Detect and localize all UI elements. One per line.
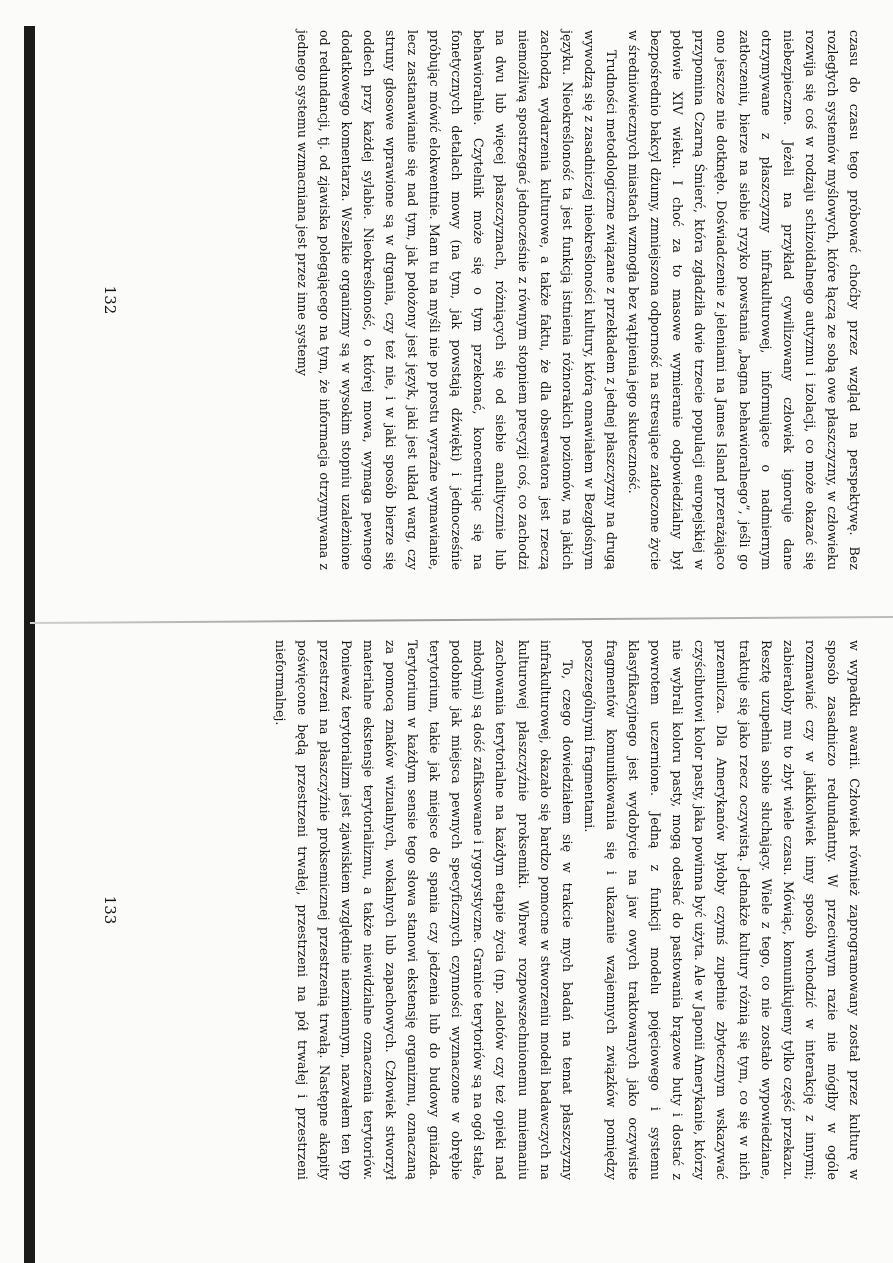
paragraph: Trudności metodologiczne związane z przekładem z jednej płaszczyzny na drugą wywodzą się z zasadniczej nieokreśloności kultury, którą omawiałem w Bezgłośnym języku. Nieokreśloność ta jest funkcją istnienia różnorakich poziomów, na jakich zachodzą wydarzenia kulturowe, a także faktu, że dla obserwatora jest rzeczą niemożliwą spostrzegać jednocześnie z równym stopniem precyzji coś, co zachodzi na dwu lub więcej płaszczyznach, różniących się od siebie analitycznie lub behawioralnie. Czytelnik może się o tym przekonać, koncentrując się na fonetycznych detalach mowy (na tym, jak powstają dźwięki) i jednocześnie próbując mówić elokwentnie. Mam tu na myśli nie po prostu wyraźne wymawianie, lecz zastanawianie się nad tym, jak położony jest język, jaki jest układ warg, czy struny głosowe wprawione są w drgania, czy też nie, i w jaki sposób bierze się oddech przy każdej sylabie. Nieokreśloność, o której mowa, wymaga pewnego dodatkowego komentarza. Wszelkie organizmy są w wysokim stopniu uzależnione od redundancji, tj. od zjawiska polegającego na tym, że informacja otrzymywana z jednego systemu wzmacniana jest przez inne systemy <box>294 30 619 570</box>
page-133 <box>85 640 865 1180</box>
paragraph: czasu do czasu tego próbować choćby przez wzgląd na perspektywę. Bez rozległych systemów myślowych, które łączą ze sobą owe płaszczyzny, w człowieku rozwija się coś w rodzaju schizoidalnego autyzmu i izolacji, co może okazać się niebezpieczne. Jeżeli na przykład cywilizowany człowiek ignoruje dane otrzymywane z płaszczyzny infrakulturowej, informujące o nadmiernym zatłoczeniu, bierze na siebie ryzyko powstania „bagna behawioralnego”, jeśli go ono jeszcze nie dotknęło. Doświadczenie z jeleniami na James Island przerażająco przypomina Czarną Śmierć, która zgładziła dwie trzecie populacji europejskiej w połowie XIV wieku. I choć za to masowe wymieranie odpowiedzialny był bezpośrednio bakcyl dżumy, zmniejszona odporność na stresujące zatłoczone życie w średniowiecznych miastach wzmogła bez wątpienia jego skuteczność. <box>626 30 862 570</box>
page-fold-line <box>30 616 893 624</box>
paragraph: w wypadku awarii. Człowiek również zaprogramowany został przez kulturę w sposób zasadniczo redundantny. W przeciwnym razie nie mógłby w ogóle rozmawiać czy w jakikolwiek inny sposób wchodzić w interakcję z innymi; zabierałoby mu to zbyt wiele czasu. Mówiąc, komunikujemy tylko część przekazu. Resztę uzupełnia sobie słuchający. Wiele z tego, co nie zostało wypowiedziane, traktuje się jako rzecz oczywistą. Jednakże kultury różnią się tym, co się w nich przemilcza. Dla Amerykanów byłoby czymś zupełnie zbytecznym wskazywać czyścibutowi kolor pasty, jaka powinna być użyta. Ale w Japonii Amerykanie, którzy nie wybrali koloru pasty, mogą odesłać do pastowania brązowe buty i dostać z powrotem uczernione. Jedną z funkcji modelu pojęciowego i systemu klasyfikacyjnego jest wydobycie na jaw owych traktowanych jako oczywiste fragmentów komunikowania się i ukazanie wzajemnych związków pomiędzy poszczególnymi fragmentami. <box>581 640 862 1180</box>
page-body <box>135 30 865 570</box>
paragraph: To, czego dowiedziałem się w trakcie mych badań na temat płaszczyzny infrakulturowej, okazało się bardzo pomocne w stworzeniu modeli badawczych na kulturowej płaszczyźnie proksemiki. Wbrew rozpowszechnionemu mniemaniu zachowania terytorialne na każdym etapie życia (np. zalotów czy też opieki nad młodymi) są dość zafiksowane i rygorystyczne. Granice terytoriów są na ogół stałe, podobnie jak miejsca pewnych specyficznych czynności wyznaczone w obrębie terytorium, takie jak miejsce do spania czy jedzenia lub do budowy gniazda. Terytorium w każdym sensie tego słowa stanowi ekstensję organizmu, oznaczaną za pomocą znaków wizualnych, wokalnych lub zapachowych. Człowiek stworzył materialne ekstensje terytorializmu, a także niewidzialne oznaczenia terytoriów. Ponieważ terytorializm jest zjawiskiem względnie niezmiennym, nazwałem ten typ przestrzeni na płaszczyźnie proksemicznej przestrzenią trwałą. Następne akapity poświęcone będą przestrzeni trwałej, przestrzeni na pół trwałej i przestrzeni nieformalnej. <box>272 640 575 1180</box>
page-number: 132 <box>101 285 119 315</box>
page-body <box>135 640 865 1180</box>
page-132 <box>85 30 865 570</box>
scan-edge-shadow <box>24 26 35 1263</box>
page-number: 133 <box>101 895 119 925</box>
